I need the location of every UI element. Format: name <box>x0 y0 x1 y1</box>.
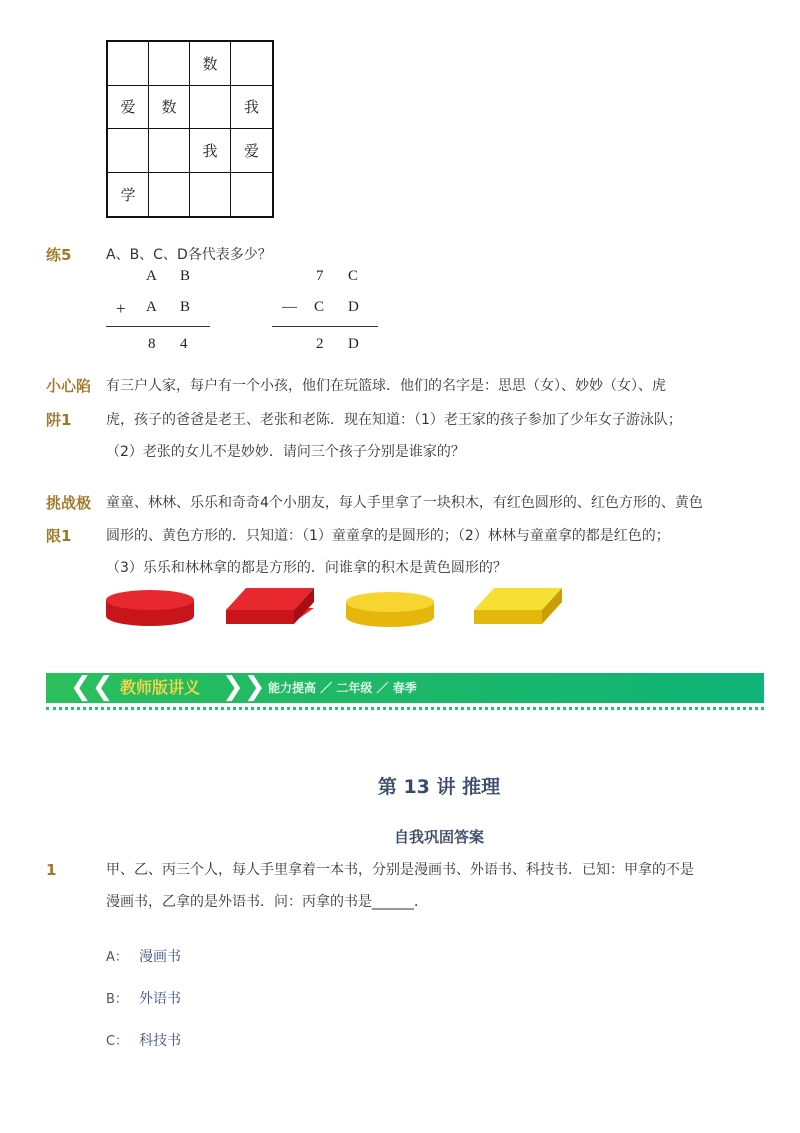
challenge-text-line: 圆形的、黄色方形的．只知道：（1）童童拿的是圆形的；（2）林林与童童拿的都是红色的； <box>106 528 670 544</box>
option-key: C： <box>106 1034 129 1049</box>
red-round-block <box>106 590 194 626</box>
grid-cell: 爱 <box>231 129 272 173</box>
divider-line <box>106 326 210 327</box>
option-c[interactable] <box>106 1030 181 1050</box>
grid-cell: 我 <box>190 129 231 173</box>
grid-cell: 我 <box>231 86 272 130</box>
question-text-line: 漫画书，乙拿的是外语书．问：丙拿的书是______． <box>106 894 428 910</box>
grid-cell <box>190 173 231 217</box>
add-r2-b: B <box>180 299 191 315</box>
sub-r2-a: C <box>314 299 325 315</box>
sub-r1-a: 7 <box>316 268 324 284</box>
question-text-line: 甲、乙、丙三个人，每人手里拿着一本书，分别是漫画书、外语书、科技书．已知：甲拿的不是 <box>106 862 694 878</box>
dotted-divider <box>46 707 764 710</box>
character-grid <box>106 40 274 218</box>
option-key: A： <box>106 950 128 965</box>
grid-cell <box>231 42 272 86</box>
add-r1-a: A <box>146 268 157 284</box>
sub-r1-b: C <box>348 268 359 284</box>
yellow-round-block <box>346 592 434 627</box>
grid-cell <box>108 42 149 86</box>
exercise-label: 练5 <box>46 246 72 264</box>
grid-cell <box>149 129 190 173</box>
option-text: 漫画书 <box>139 949 181 965</box>
divider-line <box>272 326 378 327</box>
lesson-title: 第 13 讲 推理 <box>377 776 501 798</box>
question-number: 1 <box>46 861 57 879</box>
grid-cell <box>231 173 272 217</box>
grid-cell: 数 <box>149 86 190 130</box>
section-title: 自我巩固答案 <box>393 828 484 846</box>
trap-text-line: 虎，孩子的爸爸是老王、老张和老陈．现在知道：（1）老王家的孩子参加了少年女子游泳队； <box>106 412 682 428</box>
option-a[interactable] <box>106 946 181 966</box>
challenge-label-1: 挑战极 <box>46 494 92 512</box>
blocks-illustration <box>100 580 580 632</box>
sub-res-b: D <box>348 336 359 352</box>
option-text: 科技书 <box>139 1033 182 1049</box>
trap-text-line: （2）老张的女儿不是妙妙．请问三个孩子分别是谁家的？ <box>106 444 465 460</box>
grid-cell <box>108 129 149 173</box>
trap-label-1: 小心陷 <box>46 377 92 395</box>
grid-cell: 爱 <box>108 86 149 130</box>
add-r2-a: A <box>146 299 157 315</box>
sub-r2-b: D <box>348 299 359 315</box>
option-key: B： <box>106 992 128 1007</box>
option-b[interactable] <box>106 988 181 1008</box>
grid-cell <box>149 173 190 217</box>
chevron-right-icon: ❯❯ <box>222 672 266 702</box>
add-r1-b: B <box>180 268 191 284</box>
grid-cell <box>190 86 231 130</box>
add-res-b: 4 <box>180 336 188 352</box>
sub-res-a: 2 <box>316 336 324 352</box>
banner-title: 教师版讲义 <box>120 678 201 697</box>
challenge-label-2: 限1 <box>46 527 72 545</box>
option-text: 外语书 <box>139 991 182 1007</box>
banner-subtitle: 能力提高 ／ 二年级 ／ 春季 <box>268 681 417 695</box>
grid-cell <box>149 42 190 86</box>
add-res-a: 8 <box>148 336 156 352</box>
minus-sign: — <box>282 299 297 315</box>
grid-cell: 学 <box>108 173 149 217</box>
yellow-square-block <box>474 588 562 624</box>
challenge-text-line: 童童、林林、乐乐和奇奇4个小朋友，每人手里拿了一块积木，有红色圆形的、红色方形的、黄色 <box>106 495 703 511</box>
challenge-text-line: （3）乐乐和林林拿的都是方形的．问谁拿的积木是黄色圆形的？ <box>106 560 507 576</box>
red-square-block <box>226 588 314 624</box>
plus-sign: + <box>116 299 126 318</box>
trap-text-line: 有三户人家，每户有一个小孩，他们在玩篮球．他们的名字是：思思（女）、妙妙（女）、虎 <box>106 378 666 394</box>
exercise-question: A、B、C、D各代表多少？ <box>106 247 272 263</box>
grid-cell: 数 <box>190 42 231 86</box>
chevron-left-icon: ❮❮ <box>70 672 114 702</box>
trap-label-2: 阱1 <box>46 411 72 429</box>
